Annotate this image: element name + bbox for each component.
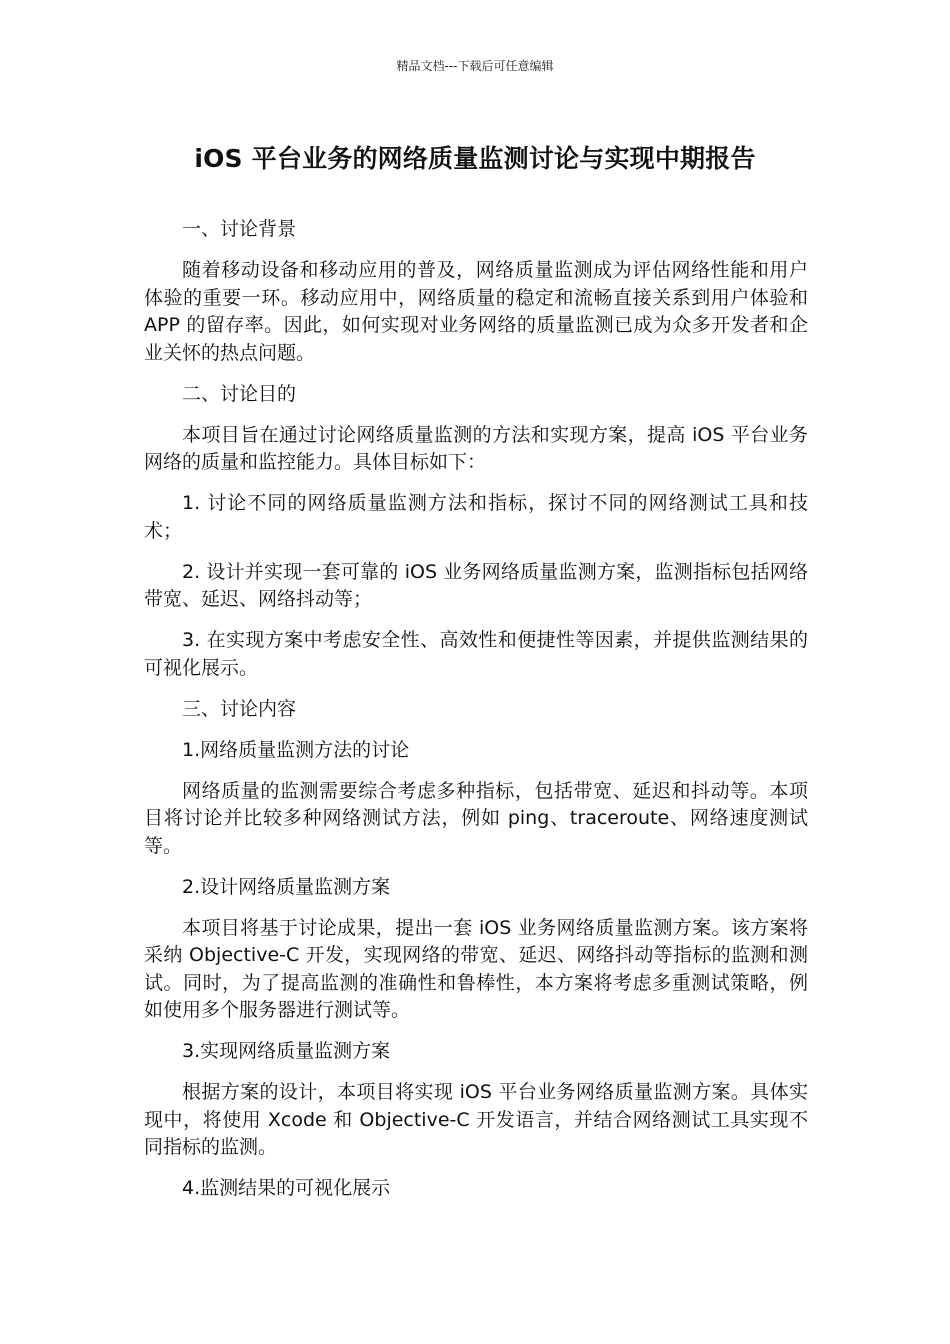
paragraph-purpose: 本项目旨在通过讨论网络质量监测的方法和实现方案，提高 iOS 平台业务网络的质量和监控能力。具体目标如下： — [144, 423, 808, 473]
subheading-implementation: 3.实现网络质量监测方案 — [182, 1040, 391, 1062]
document-title: iOS 平台业务的网络质量监测讨论与实现中期报告 — [194, 144, 756, 173]
subheading-visualization: 4.监测结果的可视化展示 — [182, 1177, 391, 1199]
goal-item-3: 3. 在实现方案中考虑安全性、高效性和便捷性等因素，并提供监测结果的可视化展示。 — [144, 629, 808, 679]
paragraph-background: 随着移动设备和移动应用的普及，网络质量监测成为评估网络性能和用户体验的重要一环。移动应用中，网络质量的稳定和流畅直接关系到用户体验和 APP 的留存率。因此，如何实现对业务网络的质量监测已成为众多开发者和企业关怀的热点问题。 — [144, 259, 808, 364]
section-heading-purpose: 二、讨论目的 — [182, 382, 297, 405]
paragraph-methods: 网络质量的监测需要综合考虑多种指标，包括带宽、延迟和抖动等。本项目将讨论并比较多种网络测试方法，例如 ping、traceroute、网络速度测试等。 — [144, 779, 808, 857]
header-note: 精品文档---下载后可任意编辑 — [396, 59, 554, 73]
subheading-methods: 1.网络质量监测方法的讨论 — [182, 738, 410, 761]
subheading-design: 2.设计网络质量监测方案 — [182, 875, 391, 898]
goal-item-2: 2. 设计并实现一套可靠的 iOS 业务网络质量监测方案，监测指标包括网络带宽、延迟、网络抖动等； — [144, 560, 808, 610]
document-body — [144, 216, 808, 1203]
paragraph-implementation: 根据方案的设计，本项目将实现 iOS 平台业务网络质量监测方案。具体实现中，将使用 Xcode 和 Objective-C 开发语言，并结合网络测试工具实现不同指标的监测。 — [144, 1081, 808, 1158]
section-heading-content: 三、讨论内容 — [182, 697, 297, 720]
section-heading-background: 一、讨论背景 — [182, 218, 297, 240]
goal-item-1: 1. 讨论不同的网络质量监测方法和指标，探讨不同的网络测试工具和技术； — [144, 492, 808, 542]
paragraph-design: 本项目将基于讨论成果，提出一套 iOS 业务网络质量监测方案。该方案将采纳 Objective-C 开发，实现网络的带宽、延迟、网络抖动等指标的监测和测试。同时，为了提高监测的准确性和鲁棒性，本方案将考虑多重测试策略，例如使用多个服务器进行测试等。 — [144, 916, 808, 1021]
